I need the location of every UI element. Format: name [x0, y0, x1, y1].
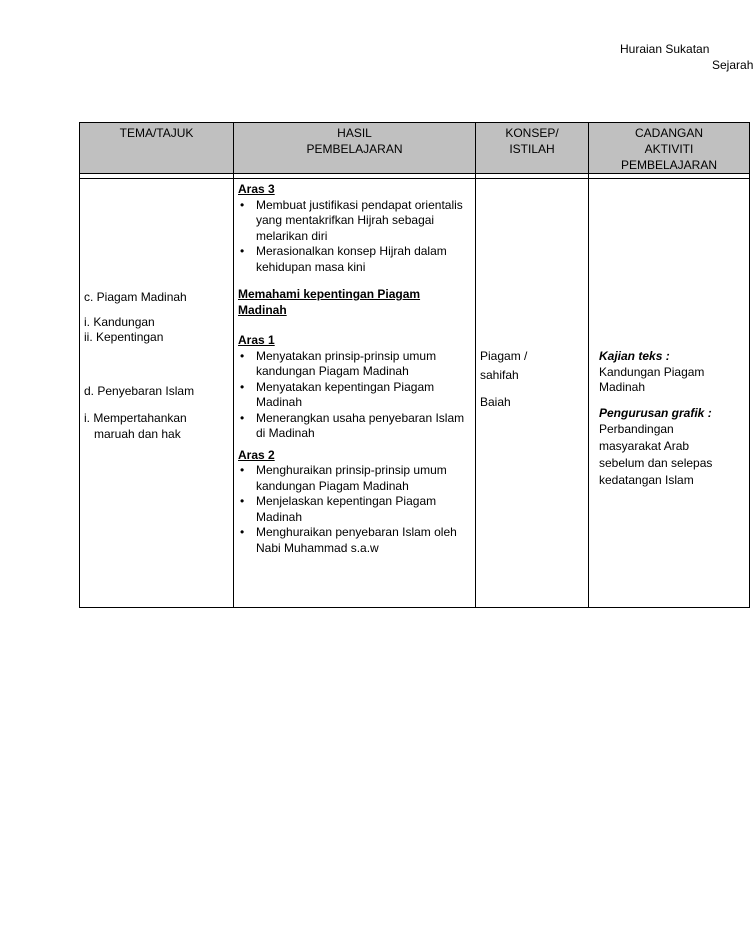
section-title: Memahami kepentingan Piagam Madinah [238, 287, 421, 317]
aras2-list [238, 463, 471, 556]
list-item: • Menyatakan prinsip-prinsip umum kandungan Piagam Madinah [238, 349, 471, 380]
aras3-title: Aras 3 [238, 182, 275, 196]
activity-pengurusan-grafik-text: Perbandingan masyarakat Arab sebelum dan selepas kedatangan Islam [599, 422, 713, 487]
header-line-2: Sejarah [712, 58, 753, 72]
table-header-row [80, 123, 750, 174]
list-item: • Menjelaskan kepentingan Piagam Madinah [238, 494, 471, 525]
aras3-list [238, 198, 471, 276]
header-hasil-pembelajaran: HASIL PEMBELAJARAN [234, 123, 476, 174]
aras2-title: Aras 2 [238, 447, 275, 462]
activity-kajian-teks-title: Kajian teks : [599, 349, 670, 363]
header-cadangan-aktiviti: CADANGAN AKTIVITI PEMBELAJARAN [589, 123, 750, 174]
activities-cell [589, 179, 750, 608]
header-tema-tajuk: TEMA/TAJUK [80, 123, 234, 174]
topic-kepentingan: ii. Kepentingan [84, 330, 164, 344]
aras1-title: Aras 1 [238, 333, 275, 347]
learning-outcomes-cell [234, 179, 476, 608]
list-item: • Menyatakan kepentingan Piagam Madinah [238, 380, 471, 411]
concept-baiah: Baiah [480, 395, 511, 409]
activity-pengurusan-grafik-title: Pengurusan grafik : [599, 405, 712, 420]
topic-penyebaran-islam: d. Penyebaran Islam [84, 383, 195, 398]
topics-cell [80, 179, 234, 608]
topic-kandungan: i. Kandungan [84, 314, 155, 329]
header-line-1: Huraian Sukatan [620, 42, 710, 56]
topic-piagam-madinah: c. Piagam Madinah [84, 290, 187, 304]
list-item: • Menghuraikan penyebaran Islam oleh Nabi Muhammad s.a.w [238, 525, 471, 556]
concepts-cell [476, 179, 589, 608]
header-konsep-istilah: KONSEP/ ISTILAH [476, 123, 589, 174]
topic-maruah-hak: maruah dan hak [94, 426, 181, 441]
aras1-list [238, 349, 471, 442]
list-item: • Merasionalkan konsep Hijrah dalam kehidupan masa kini [238, 244, 471, 275]
list-item: • Menerangkan usaha penyebaran Islam di Madinah [238, 411, 471, 442]
list-item: • Menghuraikan prinsip-prinsip umum kandungan Piagam Madinah [238, 463, 471, 494]
table-row [80, 179, 750, 608]
page-header [620, 41, 753, 73]
list-item: • Membuat justifikasi pendapat orientalis yang mentakrifkan Hijrah sebagai melarikan diri [238, 198, 471, 245]
topic-mempertahankan: i. Mempertahankan [84, 411, 187, 425]
concept-piagam: Piagam / [480, 349, 528, 363]
concept-sahifah: sahifah [480, 367, 519, 382]
activity-kajian-teks-text: Kandungan Piagam Madinah [599, 364, 705, 394]
syllabus-table [79, 122, 750, 608]
